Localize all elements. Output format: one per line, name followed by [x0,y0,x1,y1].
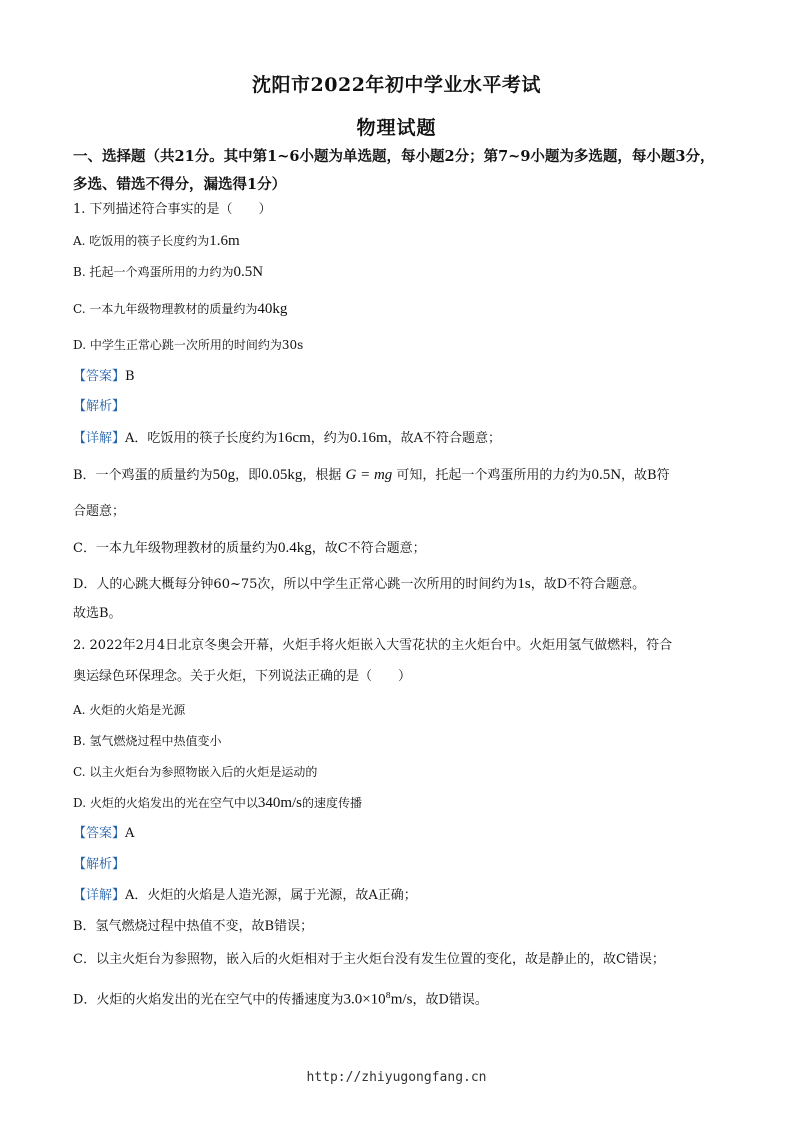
explain-value: 0.05kg [261,467,303,483]
q1-explain-a [73,428,501,449]
explain-value: 3.0×10 [343,991,386,1008]
document-title: 沈阳市2022年初中学业水平考试 [252,74,541,96]
explain-value: 0.16m [349,430,388,446]
explain-text: C．一本九年级物理教材的质量约为 [73,541,278,556]
explain-text: ，故C不符合题意； [311,541,426,556]
q1-option-b-text: B. 托起一个鸡蛋所用的力约为 [73,265,234,279]
q2-option-d-value: 340m/s [257,795,303,811]
q1-analysis-tag: 【解析】 [73,399,126,414]
explain-text: ，故D错误。 [412,992,488,1008]
explain-text: ，故D不符合题意。 [530,577,646,592]
explain-text: ，故B符 [621,468,670,483]
q1-explain-b [73,465,670,486]
q1-option-a-value: 1.6m [209,233,240,249]
q1-option-c [73,299,287,319]
q1-option-b-value: 0.5N [233,264,264,280]
q1-option-d: D. 中学生正常心跳一次所用的时间约为30s [73,338,304,352]
explain-text: A．吃饭用的筷子长度约为 [125,431,278,446]
detail-tag: 【详解】 [73,431,126,446]
answer-tag: 【答案】 [73,826,126,841]
q1-conclusion: 故选B。 [73,606,122,621]
q1-option-c-value: 40kg [257,301,288,317]
q1-explain-d [73,574,645,595]
q2-option-d-text: 的速度传播 [302,796,363,810]
q2-option-b: B. 氢气燃烧过程中热值变小 [73,734,222,748]
q2-option-d [73,793,362,813]
q2-answer [73,824,134,844]
q1-option-a [73,231,240,251]
detail-tag: 【详解】 [73,888,126,903]
q2-analysis-tag: 【解析】 [73,857,126,872]
q1-answer [73,367,135,387]
q2-stem-line2: 奥运绿色环保理念。关于火炬，下列说法正确的是（ ） [73,669,412,684]
explain-value: 16cm [277,430,311,446]
q2-stem-line1: 2. 2022年2月4日北京冬奥会开幕，火炬手将火炬嵌入大雪花状的主火炬台中。火炬用氢气做燃料，符合 [73,638,673,653]
answer-tag: 【答案】 [73,369,126,384]
explain-text: 可知，托起一个鸡蛋所用的力约为 [396,468,592,483]
explain-value: 1s [517,576,531,592]
q2-explain-c: C．以主火炬台为参照物，嵌入后的火炬相对于主火炬台没有发生位置的变化，故是静止的，故C错误； [73,952,665,967]
formula: G = mg [345,467,393,483]
explain-value: 0.5N [591,467,622,483]
q1-option-b [73,262,263,282]
document-subtitle: 物理试题 [356,117,437,139]
q1-option-c-text: C. 一本九年级物理教材的质量约为 [73,302,258,316]
explain-text: B．一个鸡蛋的质量约为 [73,468,213,483]
q2-option-c: C. 以主火炬台为参照物嵌入后的火炬是运动的 [73,765,318,779]
explain-text: A．火炬的火焰是人造光源，属于光源，故A正确； [125,888,417,903]
section-heading: 一、选择题（共21分。其中第1~6小题为单选题，每小题2分；第7~9小题为多选题，每小题3分，多选、错选不得分，漏选得1分） [73,148,715,193]
explain-text: ，根据 [302,468,342,483]
answer-value: B [125,369,135,384]
q2-explain-b: B．氢气燃烧过程中热值不变，故B错误； [73,919,314,934]
footer-url: http://zhiyugongfang.cn [306,1070,487,1085]
q2-option-a: A. 火炬的火焰是光源 [73,703,186,717]
q1-explain-c [73,538,426,559]
answer-value: A [125,826,135,841]
q2-explain-a [73,886,417,906]
q1-explain-b-cont: 合题意； [73,504,126,519]
explain-text: ，故A不符合题意； [387,431,502,446]
exponent: 8 [385,991,391,1000]
q2-option-d-text: D. 火炬的火焰发出的光在空气中以 [73,796,258,810]
explain-text: D．火炬的火焰发出的光在空气中的传播速度为 [73,992,344,1008]
explain-text: D．人的心跳大概每分钟60~75次，所以中学生正常心跳一次所用的时间约为 [73,577,518,592]
explain-text: ，约为 [310,431,350,446]
q1-option-a-text: A. 吃饭用的筷子长度约为 [73,234,210,248]
q2-explain-d [73,986,488,1010]
explain-text: ，即 [235,468,262,483]
explain-value: 0.4kg [277,540,312,556]
q1-stem: 1. 下列描述符合事实的是（ ） [73,202,272,217]
explain-unit: m/s [390,991,413,1008]
explain-value: 50g [212,467,236,483]
